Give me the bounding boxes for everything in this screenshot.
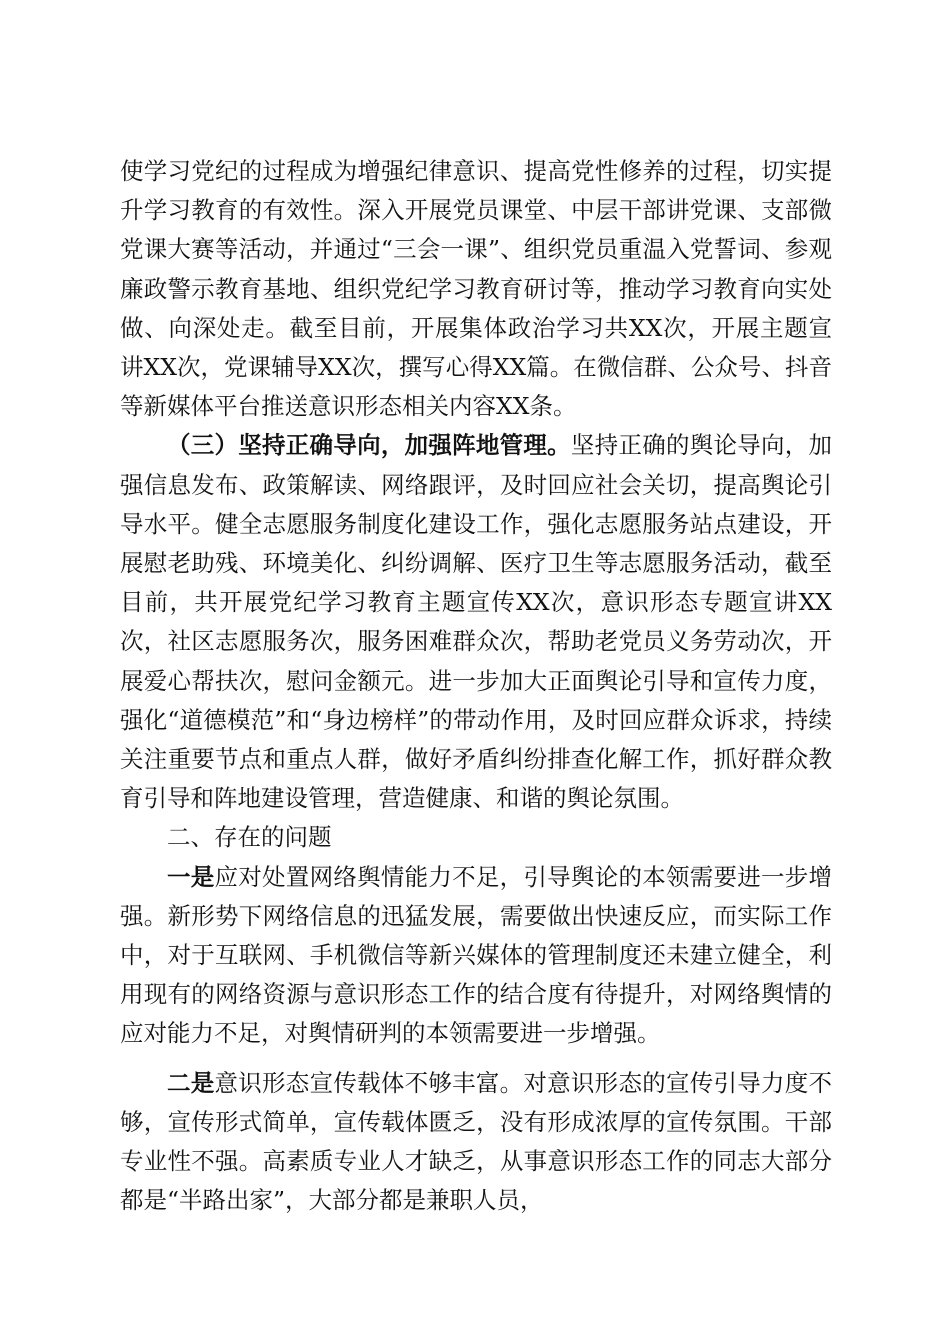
paragraph-text: 应对处置网络舆情能力不足，引导舆论的本领需要进一步增强。新形势下网络信息的迅猛发展，需要做出快速反应，而实际工作中，对于互联网、手机微信等新兴媒体的管理制度还未建立健全，利用现有的网络资源与意识形态工作的结合度有待提升，对网络舆情的应对能力不足，对舆情研判的本领需要进一步增强。 (120, 862, 833, 1048)
paragraph-problem-two (120, 1064, 832, 1221)
problem-lead: 二是 (167, 1068, 215, 1097)
paragraph-text: 坚持正确的舆论导向，加强信息发布、政策解读、网络跟评，及时回应社会关切，提高舆论引导水平。健全志愿服务制度化建设工作，强化志愿服务站点建设，开展慰老助残、环境美化、纠纷调解、医疗卫生等志愿服务活动，截至目前，共开展党纪学习教育主题宣传XX次，意识形态专题宣讲XX次，社区志愿服务次，服务困难群众次，帮助老党员义务劳动次，开展爱心帮扶次，慰问金额元。进一步加大正面舆论引导和宣传力度，强化“道德模范”和“身边榜样”的带动作用，及时回应群众诉求，持续关注重要节点和重点人群，做好矛盾纠纷排查化解工作，抓好群众教育引导和阵地建设管理，营造健康、和谐的舆论氛围。 (120, 431, 833, 813)
paragraph-spacer (120, 1054, 832, 1064)
problem-lead: 一是 (167, 862, 215, 891)
paragraph-study-education (120, 152, 832, 426)
paragraph-text: 使学习党纪的过程成为增强纪律意识、提高党性修养的过程，切实提升学习教育的有效性。深入开展党员课堂、中层干部讲党课、支部微党课大赛等活动，并通过“三会一课”、组织党员重温入党誓词、参观廉政警示教育基地、组织党纪学习教育研讨等，推动学习教育向实处做、向深处走。截至目前，开展集体政治学习共XX次，开展主题宣讲XX次，党课辅导XX次，撰写心得XX篇。在微信群、公众号、抖音等新媒体平台推送意识形态相关内容XX条。 (120, 157, 832, 421)
section-heading-3: （三）坚持正确导向，加强阵地管理。 (167, 431, 571, 460)
paragraph-problem-one (120, 858, 832, 1054)
document-page (120, 152, 832, 1220)
paragraph-text: 意识形态宣传载体不够丰富。对意识形态的宣传引导力度不够，宣传形式简单，宣传载体匮乏，没有形成浓厚的宣传氛围。干部专业性不强。高素质专业人才缺乏，从事意识形态工作的同志大部分都是“半路出家”，大部分都是兼职人员， (120, 1068, 833, 1215)
paragraph-position-management (120, 426, 832, 818)
section-heading-problems: 二、存在的问题 (167, 823, 332, 852)
